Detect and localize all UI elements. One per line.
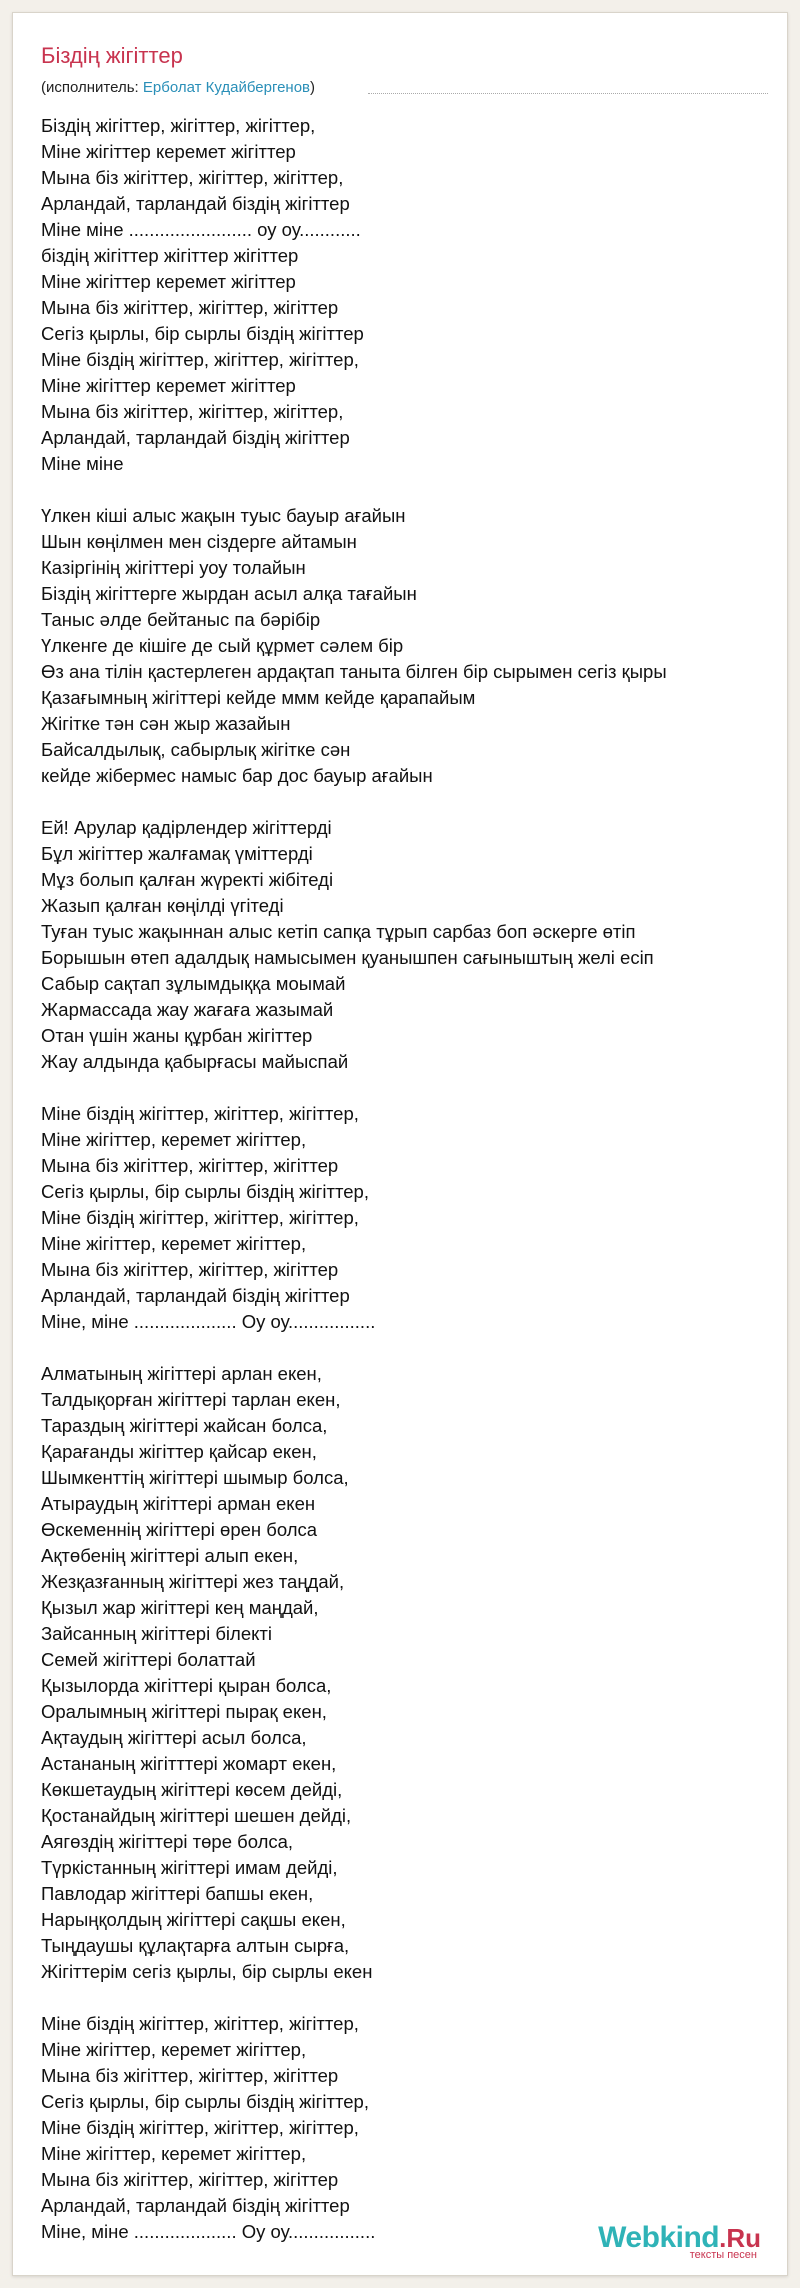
performer-suffix: ) xyxy=(310,79,316,96)
lyric-line: Мұз болып қалған жүректі жібітеді xyxy=(41,869,334,890)
lyric-line: біздің жігіттер жігіттер жігіттер xyxy=(41,245,299,266)
lyric-line: Аягөздің жігіттері төре болса, xyxy=(41,1831,294,1852)
lyric-line: Қызыл жар жігіттері кең маңдай, xyxy=(41,1597,319,1618)
lyric-line: Қостанайдың жігіттері шешен дейді, xyxy=(41,1805,352,1826)
lyric-line: Сегіз қырлы, бір сырлы біздің жігіттер xyxy=(41,323,364,344)
lyric-line: Сегіз қырлы, бір сырлы біздің жігіттер, xyxy=(41,1181,369,1202)
title-divider xyxy=(368,93,768,94)
lyric-line: Алматының жігіттері арлан екен, xyxy=(41,1363,322,1384)
lyric-line: Міне біздің жігіттер, жігіттер, жігіттер, xyxy=(41,1103,359,1124)
lyric-line: Ақтаудың жігіттері асыл болса, xyxy=(41,1727,307,1748)
lyric-line: Біздің жігіттер, жігіттер, жігіттер, xyxy=(41,115,316,136)
lyric-line: Жігітке тән сән жыр жазайын xyxy=(41,713,291,734)
lyric-line: Ақтөбенің жігіттері алып екен, xyxy=(41,1545,299,1566)
lyric-line: Бұл жігіттер жалғамақ үміттерді xyxy=(41,843,313,864)
lyric-line: Міне біздің жігіттер, жігіттер, жігіттер, xyxy=(41,2013,359,2034)
lyric-line: Өскеменнің жігіттері өрен болса xyxy=(41,1519,318,1540)
lyric-line: Мына біз жігіттер, жігіттер, жігіттер xyxy=(41,2169,339,2190)
lyric-line: Жазып қалған көңілді үгітеді xyxy=(41,895,284,916)
lyric-line: Қазағымның жігіттері кейде ммм кейде қарапайым xyxy=(41,687,476,708)
lyric-line: Павлодар жігіттері бапшы екен, xyxy=(41,1883,314,1904)
lyrics-text xyxy=(41,113,667,2271)
lyric-line: кейде жібермес намыс бар дос бауыр ағайын xyxy=(41,765,433,786)
lyric-line: Тыңдаушы құлақтарға алтын сырға, xyxy=(41,1935,350,1956)
lyric-line: Арландай, тарландай біздің жігіттер xyxy=(41,1285,350,1306)
lyric-verse xyxy=(41,2011,667,2245)
lyric-line: Казіргінің жігіттері уоу толайын xyxy=(41,557,306,578)
lyric-line: Таныс әлде бейтаныс па бәрібір xyxy=(41,609,321,630)
lyric-line: Мына біз жігіттер, жігіттер, жігіттер xyxy=(41,2065,339,2086)
lyric-verse xyxy=(41,503,667,789)
logo-tagline: тексты песен xyxy=(689,2249,757,2261)
lyric-line: Жау алдында қабырғасы майыспай xyxy=(41,1051,349,1072)
lyric-line: Жігіттерім сегіз қырлы, бір сырлы екен xyxy=(41,1961,373,1982)
lyric-line: Түркістанның жігіттері имам дейді, xyxy=(41,1857,338,1878)
lyric-line: Мына біз жігіттер, жігіттер, жігіттер xyxy=(41,1155,339,1176)
lyric-verse xyxy=(41,113,667,477)
lyric-line: Міне міне ........................ оу оу............ xyxy=(41,219,361,240)
lyric-verse xyxy=(41,1361,667,1985)
lyric-line: Міне жігіттер керемет жігіттер xyxy=(41,141,296,162)
lyric-line: Қарағанды жігіттер қайсар екен, xyxy=(41,1441,317,1462)
song-title: Біздің жігіттер xyxy=(41,43,183,68)
lyric-line: Отан үшін жаны құрбан жігіттер xyxy=(41,1025,313,1046)
performer-link[interactable]: Ерболат Кудайбергенов xyxy=(142,79,311,96)
lyric-verse xyxy=(41,1101,667,1335)
lyric-line: Міне біздің жігіттер, жігіттер, жігіттер, xyxy=(41,2117,359,2138)
lyric-line: Арландай, тарландай біздің жігіттер xyxy=(41,427,350,448)
lyric-line: Семей жігіттері болаттай xyxy=(41,1649,256,1670)
lyric-line: Байсалдылық, сабырлық жігітке сән xyxy=(41,739,351,760)
lyric-line: Шын көңілмен мен сіздерге айтамын xyxy=(41,531,357,552)
lyric-line: Міне, міне .................... Оу оу................. xyxy=(41,1311,376,1332)
lyric-line: Жезқазғанның жігіттері жез таңдай, xyxy=(41,1571,345,1592)
lyric-line: Тараздың жігіттері жайсан болса, xyxy=(41,1415,328,1436)
lyric-line: Қызылорда жігіттері қыран болса, xyxy=(41,1675,332,1696)
lyric-line: Міне біздің жігіттер, жігіттер, жігіттер, xyxy=(41,1207,359,1228)
lyric-line: Мына біз жігіттер, жігіттер, жігіттер, xyxy=(41,167,344,188)
site-logo[interactable] xyxy=(598,2221,761,2261)
lyric-line: Атыраудың жігіттері арман екен xyxy=(41,1493,316,1514)
lyric-line: Міне жігіттер, керемет жігіттер, xyxy=(41,1129,307,1150)
lyric-line: Біздің жігіттерге жырдан асыл алқа тағайын xyxy=(41,583,417,604)
lyric-line: Өз ана тілін қастерлеген ардақтап таныта білген бір сырымен сегіз қыры xyxy=(41,661,667,682)
lyric-line: Міне, міне .................... Оу оу................. xyxy=(41,2221,376,2242)
lyric-line: Ей! Арулар қадірлендер жігіттерді xyxy=(41,817,332,838)
lyrics-page xyxy=(12,12,788,2276)
lyric-line: Талдықорған жігіттері тарлан екен, xyxy=(41,1389,341,1410)
lyric-line: Үлкенге де кішіге де сый құрмет сәлем бір xyxy=(41,635,404,656)
lyric-line: Зайсанның жігіттері білекті xyxy=(41,1623,273,1644)
lyric-line: Борышын өтеп адалдық намысымен қуанышпен сағыныштың желі есіп xyxy=(41,947,654,968)
lyric-line: Арландай, тарландай біздің жігіттер xyxy=(41,193,350,214)
logo-tld: .Ru xyxy=(719,2223,761,2253)
lyric-line: Үлкен кіші алыс жақын туыс бауыр ағайын xyxy=(41,505,406,526)
performer-line xyxy=(41,79,315,96)
lyric-line: Міне жігіттер, керемет жігіттер, xyxy=(41,2143,307,2164)
lyric-line: Жармассада жау жағаға жазымай xyxy=(41,999,334,1020)
lyric-line: Міне біздің жігіттер, жігіттер, жігіттер, xyxy=(41,349,359,370)
lyric-line: Арландай, тарландай біздің жігіттер xyxy=(41,2195,350,2216)
lyric-line: Міне жігіттер, керемет жігіттер, xyxy=(41,2039,307,2060)
lyric-line: Шымкенттің жігіттері шымыр болса, xyxy=(41,1467,349,1488)
lyric-line: Сабыр сақтап зұлымдыққа моымай xyxy=(41,973,346,994)
lyric-verse xyxy=(41,815,667,1075)
lyric-line: Міне жігіттер керемет жігіттер xyxy=(41,375,296,396)
lyric-line: Оралымның жігіттері пырақ екен, xyxy=(41,1701,327,1722)
logo-name: Webkind xyxy=(598,2221,720,2254)
lyric-line: Мына біз жігіттер, жігіттер, жігіттер xyxy=(41,297,339,318)
lyric-line: Мына біз жігіттер, жігіттер, жігіттер xyxy=(41,1259,339,1280)
lyric-line: Көкшетаудың жігіттері көсем дейді, xyxy=(41,1779,343,1800)
lyric-line: Міне жігіттер керемет жігіттер xyxy=(41,271,296,292)
lyric-line: Міне жігіттер, керемет жігіттер, xyxy=(41,1233,307,1254)
lyric-line: Нарыңқолдың жігіттері сақшы екен, xyxy=(41,1909,346,1930)
lyric-line: Міне міне xyxy=(41,453,124,474)
lyric-line: Мына біз жігіттер, жігіттер, жігіттер, xyxy=(41,401,344,422)
lyric-line: Сегіз қырлы, бір сырлы біздің жігіттер, xyxy=(41,2091,369,2112)
lyric-line: Туған туыс жақыннан алыс кетіп сапқа тұрып сарбаз боп әскерге өтіп xyxy=(41,921,636,942)
performer-prefix: (исполнитель: xyxy=(41,79,143,96)
lyric-line: Астананың жігітттері жомарт екен, xyxy=(41,1753,337,1774)
